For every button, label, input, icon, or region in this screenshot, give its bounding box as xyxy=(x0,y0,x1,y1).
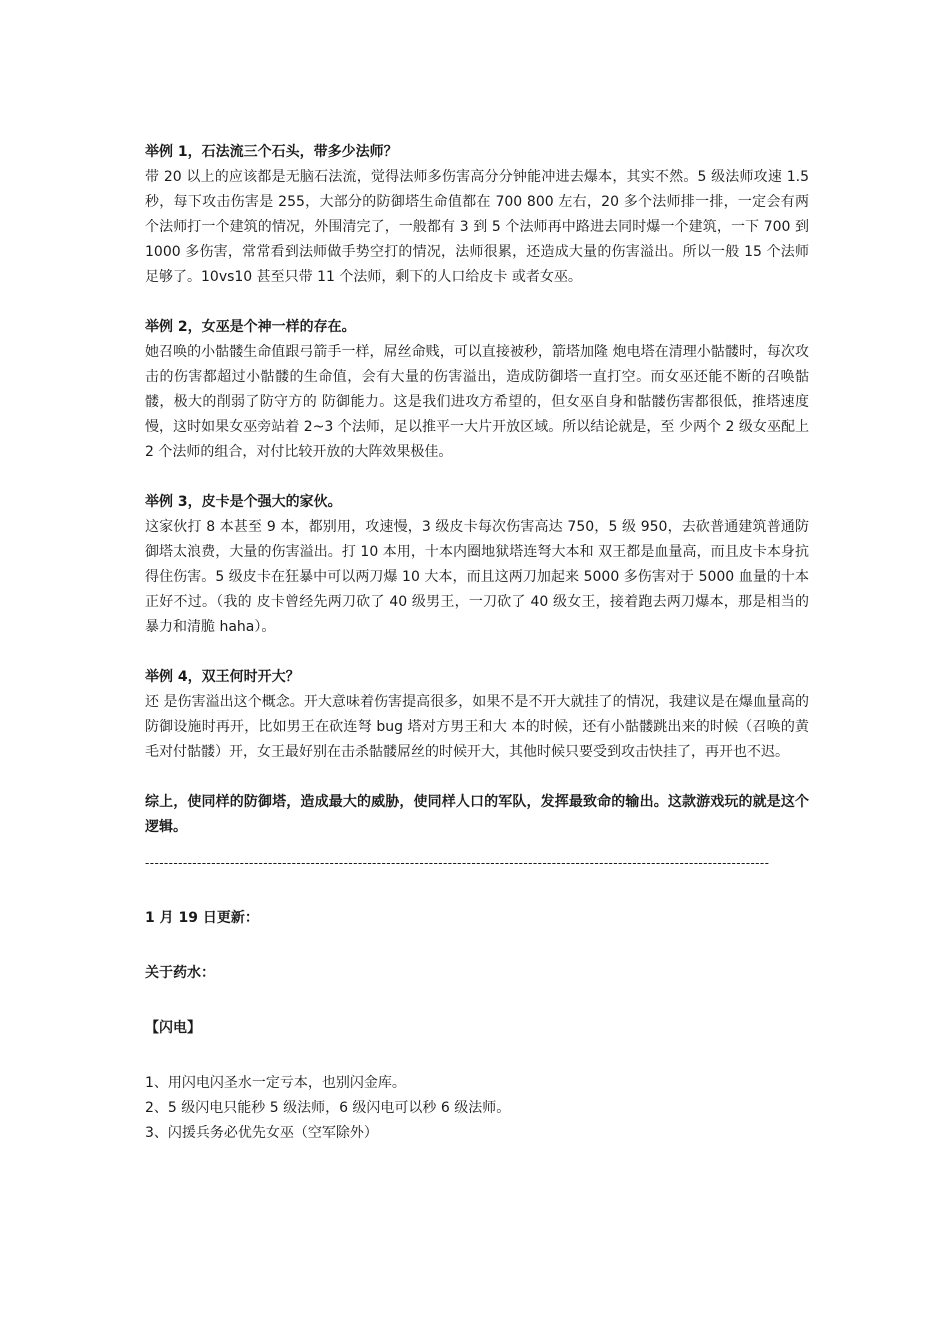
list-item: 2、5 级闪电只能秒 5 级法师，6 级闪电可以秒 6 级法师。 xyxy=(145,1100,511,1116)
spacer xyxy=(145,931,809,961)
spacer xyxy=(145,640,809,665)
section-divider: ------------------------------------------------------------------------------------------------------------------------------------ xyxy=(145,856,770,870)
lightning-tips-list xyxy=(145,1071,809,1146)
spacer xyxy=(145,1041,809,1071)
example-3 xyxy=(145,490,809,640)
spacer xyxy=(145,465,809,490)
update-topic: 关于药水： xyxy=(145,965,215,981)
list-item: 1、用闪电闪圣水一定亏本，也别闪金库。 xyxy=(145,1075,406,1091)
example-body: 她召唤的小骷髅生命值跟弓箭手一样，屌丝命贱，可以直接被秒，箭塔加隆 炮电塔在清理小骷髅时，每次攻击的伤害都超过小骷髅的生命值，会有大量的伤害溢出，造成防御塔一直打空。而女巫还能不断的召唤骷髅，极大的削弱了防守方的 防御能力。这是我们进攻方希望的，但女巫自身和骷髅伤害都很低，推塔速度慢，这时如果女巫旁站着 2~3 个法师，足以推平一大片开放区域。所以结论就是，至 少两个 2 级女巫配上 2 个法师的组合，对付比较开放的大阵效果极佳。 xyxy=(145,344,809,460)
example-body: 还 是伤害溢出这个概念。开大意味着伤害提高很多，如果不是不开大就挂了的情况，我建议是在爆血量高的防御设施时再开，比如男王在砍连弩 bug 塔对方男王和大 本的时候，还有小骷髅跳出来的时候（召唤的黄毛对付骷髅）开，女王最好别在击杀骷髅屌丝的时候开大，其他时候只要受到攻击快挂了，再开也不迟。 xyxy=(145,694,809,760)
spacer xyxy=(145,290,809,315)
document-page xyxy=(145,140,809,1146)
list-item: 3、闪援兵务必优先女巫（空军除外） xyxy=(145,1125,378,1141)
spacer xyxy=(145,765,809,790)
example-1 xyxy=(145,140,809,290)
update-section-title: 【闪电】 xyxy=(145,1020,201,1036)
example-title: 举例 2，女巫是个神一样的存在。 xyxy=(145,319,356,335)
example-title: 举例 3，皮卡是个强大的家伙。 xyxy=(145,494,342,510)
example-2 xyxy=(145,315,809,465)
example-body: 这家伙打 8 本甚至 9 本，都别用，攻速慢，3 级皮卡每次伤害高达 750，5 级 950，去砍普通建筑普通防御塔太浪费，大量的伤害溢出。打 10 本用，十本内圈地狱塔连弩大本和 双王都是血量高，而且皮卡本身抗得住伤害。5 级皮卡在狂暴中可以两刀爆 10 大本，而且这两刀加起来 5000 多伤害对于 5000 血量的十本正好不过。（我的 皮卡曾经先两刀砍了 40 级男王，一刀砍了 40 级女王，接着跑去两刀爆本，那是相当的暴力和清脆 haha）。 xyxy=(145,519,809,635)
summary-paragraph: 综上，使同样的防御塔，造成最大的威胁，使同样人口的军队，发挥最致命的输出。这款游戏玩的就是这个逻辑。 xyxy=(145,794,809,835)
example-body: 带 20 以上的应该都是无脑石法流，觉得法师多伤害高分分钟能冲进去爆本，其实不然。5 级法师攻速 1.5 秒，每下攻击伤害是 255，大部分的防御塔生命值都在 700 800 左右，20 多个法师排一排，一定会有两个法师打一个建筑的情况，外围清完了，一般都有 3 到 5 个法师再中路进去同时爆一个建筑，一下 700 到 1000 多伤害，常常看到法师做手势空打的情况，法师很累，还造成大量的伤害溢出。所以一般 15 个法师足够了。10vs10 甚至只带 11 个法师，剩下的人口给皮卡 或者女巫。 xyxy=(145,169,809,285)
spacer xyxy=(145,876,809,906)
example-4 xyxy=(145,665,809,765)
example-title: 举例 4，双王何时开大？ xyxy=(145,669,300,685)
update-date: 1 月 19 日更新： xyxy=(145,910,259,926)
example-title: 举例 1，石法流三个石头，带多少法师？ xyxy=(145,144,398,160)
spacer xyxy=(145,986,809,1016)
